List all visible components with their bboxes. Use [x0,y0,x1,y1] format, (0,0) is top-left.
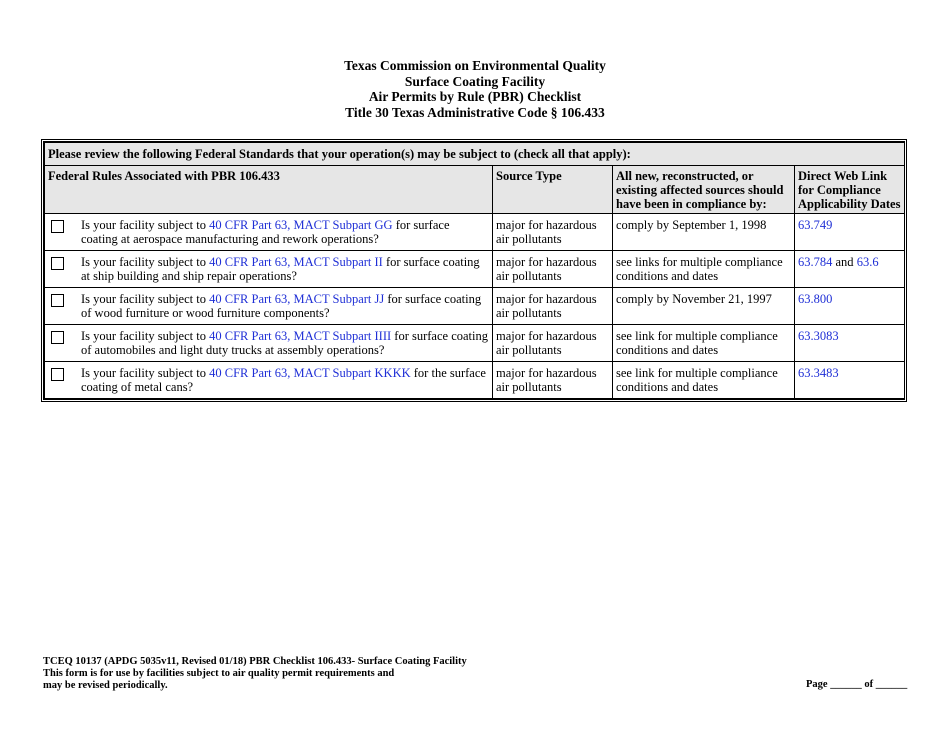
regulation-link[interactable]: 40 CFR Part 63, MACT Subpart KKKK [209,366,411,380]
question-cell: Is your facility subject to 40 CFR Part 63, MACT Subpart II for surface coating at ship building and ship repair operations? [45,251,493,288]
question-cell: Is your facility subject to 40 CFR Part 63, MACT Subpart JJ for surface coating of wood furniture or wood furniture components? [45,288,493,325]
table-row [45,214,905,251]
source-type-cell: major for hazardous air pollutants [493,214,613,251]
compliance-cell: comply by September 1, 1998 [613,214,795,251]
applicability-link[interactable]: 63.3483 [798,366,839,380]
col-header-rules: Federal Rules Associated with PBR 106.433 [45,166,493,214]
web-link-cell: 63.784 and 63.6 [795,251,905,288]
web-link-cell [795,325,905,362]
source-type-cell: major for hazardous air pollutants [493,325,613,362]
compliance-cell: see link for multiple compliance conditions and dates [613,362,795,399]
applicability-link[interactable]: 63.800 [798,292,833,306]
regulation-link[interactable]: 40 CFR Part 63, MACT Subpart JJ [209,292,388,306]
checkbox[interactable] [51,220,64,233]
table-intro: Please review the following Federal Standards that your operation(s) may be subject to (check all that apply): [45,143,905,166]
web-link-cell [795,214,905,251]
web-link-cell [795,362,905,399]
applicability-link[interactable]: 63.784 [798,255,833,269]
applicability-link[interactable]: 63.3083 [798,329,839,343]
regulation-link[interactable]: 40 CFR Part 63, MACT Subpart II [209,255,383,269]
form-usage-note: This form is for use by facilities subject to air quality permit requirements and [43,668,395,679]
question-cell: Is your facility subject to 40 CFR Part 63, MACT Subpart IIII for surface coating of automobiles and light duty trucks at assembly operations? [45,325,493,362]
checkbox[interactable] [51,368,64,381]
checkbox[interactable] [51,294,64,307]
document-header [0,58,950,120]
col-header-source: Source Type [493,166,613,214]
table-row [45,251,905,288]
regulation-link[interactable]: 40 CFR Part 63, MACT Subpart GG [209,218,393,232]
source-type-cell: major for hazardous air pollutants [493,251,613,288]
facility-type-title: Surface Coating Facility [404,73,546,89]
compliance-cell: see link for multiple compliance conditions and dates [613,325,795,362]
checkbox[interactable] [51,257,64,270]
compliance-cell: see links for multiple compliance conditions and dates [613,251,795,288]
regulation-link[interactable]: 40 CFR Part 63, MACT Subpart IIII [209,329,392,343]
checklist-title: Air Permits by Rule (PBR) Checklist [368,89,582,104]
table-row [45,325,905,362]
table-row [45,362,905,399]
question-cell: Is your facility subject to 40 CFR Part 63, MACT Subpart GG for surface coating at aerospace manufacturing and rework operations? [45,214,493,251]
applicability-link[interactable]: 63.749 [798,218,833,232]
agency-title: Texas Commission on Environmental Quality [344,58,606,73]
form-id: TCEQ 10137 (APDG 5035v11, Revised 01/18) PBR Checklist 106.433- Surface Coating Facility [43,656,467,667]
col-header-compliance: All new, reconstructed, or existing affected sources should have been in compliance by: [613,166,795,214]
form-footer [43,656,467,692]
applicability-link-2[interactable]: 63.6 [856,255,879,269]
form-revision-note: may be revised periodically. [43,680,168,691]
federal-standards-table [41,139,907,402]
source-type-cell: major for hazardous air pollutants [493,362,613,399]
table-intro-row [45,143,905,166]
source-type-cell: major for hazardous air pollutants [493,288,613,325]
code-title: Title 30 Texas Administrative Code § 106.433 [345,104,605,120]
table-header-row [45,166,905,214]
table-row [45,288,905,325]
compliance-cell: comply by November 21, 1997 [613,288,795,325]
checkbox[interactable] [51,331,64,344]
page-number: Page ______ of ______ [806,679,908,690]
web-link-cell [795,288,905,325]
col-header-links: Direct Web Link for Compliance Applicability Dates [795,166,905,214]
question-cell: Is your facility subject to 40 CFR Part 63, MACT Subpart KKKK for the surface coating of metal cans? [45,362,493,399]
